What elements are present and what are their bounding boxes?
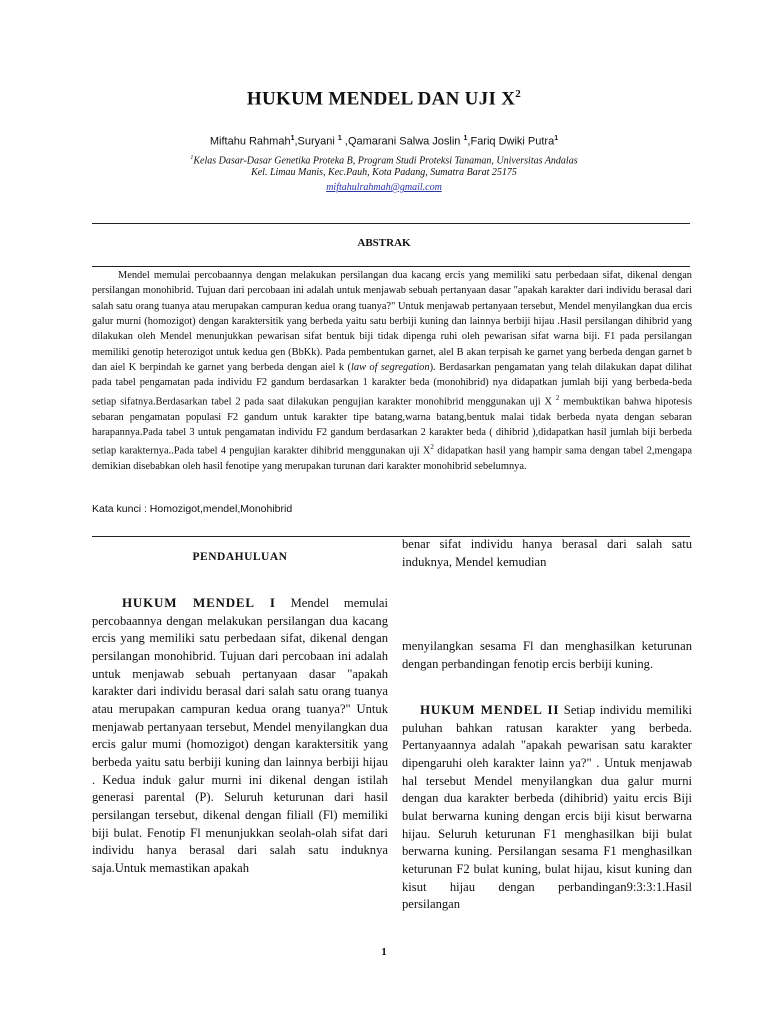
subsection-lead-hukum-mendel-2: HUKUM MENDEL II [420,702,560,717]
abstract-superscript: 2 [555,393,560,402]
right-column-top [402,536,692,571]
left-column-body [92,594,388,878]
author-affiliation-mark: 1 [337,135,342,142]
affiliation-line-1 [0,152,768,167]
affiliation-line-2 [0,167,768,179]
author-email-link[interactable]: miftahulrahmah@gmail.com [326,182,442,193]
abstract-italic-term: law of segregation [350,362,430,374]
author-name: Miftahu Rahmah [209,135,291,148]
right-column-text: Setiap individu memiliki puluhan bahkan ratusan karakter yang berbeda. Pertanyaannya adalah "apakah pewarisan satu karakter dipengaruhi oleh karakter lainn ya?" . Untuk menjawab hal tersebut Mendel menyilangkan dua galur murni dengan dua karakter berbeda (dihibrid) yaitu ercis Biji bulat berwarna kuning dengan ercis biji kisut berwarna hijau. Seluruh keturunan F1 menghasilkan biji bulat berwarna kuning. Persilangan sesama F1 menghasilkan keturunan F2 bulat kuning, bulat hijau, kisut kuning dan kisut hijau dengan perbandingan9:3:3:1.Hasil persilangan [402,703,692,912]
author-affiliation-mark: 1 [463,135,468,142]
abstract-paragraph [92,268,692,474]
keywords: Kata kunci : Homozigot,mendel,Monohibrid [92,503,293,515]
right-column-paragraph [402,701,692,914]
affiliation-email-line [0,182,768,194]
page-number: 1 [381,946,387,958]
abstract-top-divider [92,223,690,224]
author-affiliation-mark: 1 [290,135,295,142]
left-column-text: Mendel memulai percobaannya dengan melakukan persilangan dua kacang ercis yang memiliki satu perbedaan sifat, dikenal dengan persilangan monohibrid. Tujuan dari percobaan ini adalah untuk menjawab sebuah pertanyaan dasar "apakah karakter dari individu berasal dari salah satu orang tuanya atau merupakan campuran kedua orang tuanya?" Untuk menjawab pertanyaan tersebut, Mendel menyilangkan dua ercis galur mumi (homozigot) dengan karaktersitik yang berbeda yaitu satu berbiji kuning dan lainnya berbiji hijau . Kedua induk galur murni ini dikenal dengan istilah generasi parental (P). Seluruh keturunan dari hasil persilangan tersebut, dikenal dengan filiall (Fl) memiliki biji bulat. Fenotip Fl menunjukkan seolah-olah sifat dari individu hanya berasal dari salah satu induknya saja.Untuk memastikan apakah [92,596,388,875]
right-column-bottom [402,701,692,914]
abstract-text-segment: membuktikan bahwa hipotesis sebaran pengamatan populasi F2 gandum untuk karakter tipe batang,warna batang,bentuk malai tidak berbeda nyata dengan sebaran harapannya.Pada tabel 3 untuk pengamatan individu F2 gandum berdasarkan 2 karakter beda ( dihibrid ),didapatkan hasil jumlah biji berbeda setiap karakternya..Pada tabel 4 pengujian karakter dihibrid menggunakan uji X [92,396,692,457]
author-name: Suryani [297,135,338,148]
abstract-heading: ABSTRAK [357,237,411,249]
section-heading-pendahuluan: PENDAHULUAN [192,551,288,563]
abstract-superscript: 2 [430,443,434,452]
abstract-text-segment: ). Berdasarkan pengamatan yang telah dilakukan dapat dilihat pada tabel pengamatan pada individu F2 gandum berdasarkan 1 karakter beda (monohibrid) nya didapatkan jumlah biji yang berbeda-beda setiap sifatnya.Berdasarkan tabel 2 pada saat dilakukan pengujian karakter monohibrid menggunakan uji X [92,362,692,408]
author-name: Qamarani Salwa Joslin [347,135,464,148]
title-superscript: 2 [515,88,522,100]
subsection-lead-hukum-mendel-1: HUKUM MENDEL I [122,595,276,610]
affiliation-institution: Kelas Dasar-Dasar Genetika Proteka B, Program Studi Proteksi Tanaman, Universitas Andalas [193,155,578,167]
right-column-middle [402,638,692,673]
author-list: Miftahu Rahmah$^1$,Suryani $^1$ ,Qamarani Salwa Joslin $^1$,Fariq Dwiki Putra$^1$ [209,135,559,148]
abstract-heading-divider [92,266,690,267]
author-name: Fariq Dwiki Putra [470,135,555,148]
title-text: HUKUM MENDEL DAN UJI X [246,88,516,110]
abstract-body [92,268,692,474]
left-column-paragraph [92,594,388,878]
right-column-paragraph: benar sifat individu hanya berasal dari salah satu induknya, Mendel kemudian [402,537,692,569]
abstract-text-segment: Mendel memulai percobaannya dengan melakukan persilangan dua kacang ercis yang memiliki satu perbedaan sifat, dikenal dengan persilangan monohibrid. Tujuan dari percobaan ini adalah untuk menjawab sebuah pertanyaan dasar "apakah karakter dari individu berasal dari salah satu orang tuanya atau merupakan campuran kedua orang tuanya?" Untuk menjawab pertanyaan tersebut, Mendel menyilangkan dua ercis galur murni (homozigot) dengan karaktersitik yang berbeda yaitu satu berbiji kuning dan lainnya berbiji hijau .Hasil persilangan dihibrid yang dilakukan oleh Mendel menunjukkan pewarisan sifat bentuk biji tidak dipenga ruhi oleh pewarisan sifat warna biji. F1 pada persilangan memiliki genotip heterozigot untuk kedua gen (BbKk). Pada pembentukan garnet, alel B akan terpisah ke garnet yang berbeda dengan garnet b dan aiel K berpindah ke garnet yang berbeda dengan aiel k ( [92,270,692,374]
abstract-text-segment: didapatkan hasil yang hampir sama dengan tabel 2,mengapa demikian disebabkan oleh hasil fenotipe yang merupakan turunan dari karakter monohibrid sebelumnya. [92,445,692,473]
paper-title [0,88,768,110]
affiliation-mark: 1 [190,155,194,161]
author-affiliation-mark: 1 [554,135,559,142]
right-column-paragraph: menyilangkan sesama Fl dan menghasilkan keturunan dengan perbandingan fenotip ercis berbiji kuning. [402,639,692,671]
affiliation-address: Kel. Limau Manis, Kec.Pauh, Kota Padang, Sumatra Barat 25175 [251,167,517,178]
